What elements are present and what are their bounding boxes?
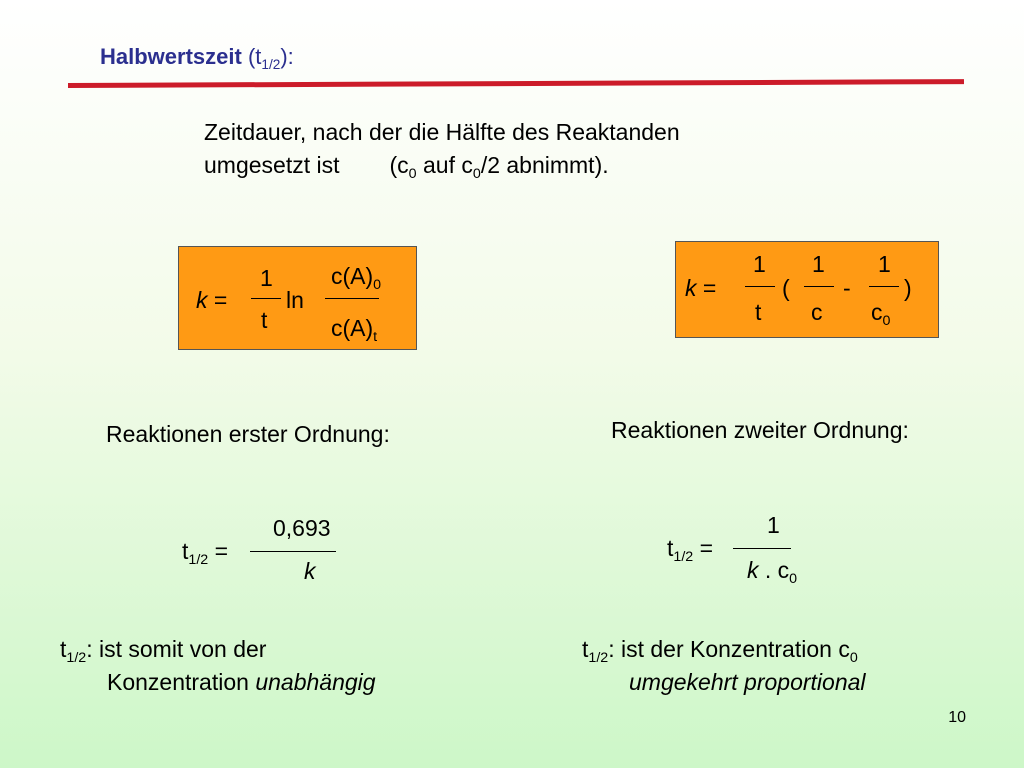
slide-title: [100, 44, 294, 70]
halflife2-t: t: [667, 535, 674, 561]
formula1-eq: =: [207, 287, 228, 313]
formula2-bar-2: [804, 286, 834, 287]
title-open: (t: [247, 44, 262, 69]
note2-text1: : ist der Konzentration c: [608, 636, 850, 662]
formula2-num3: 1: [878, 251, 891, 277]
halflife2-bar: [733, 548, 791, 549]
formula2-num2: 1: [812, 251, 825, 277]
halflife2-eq: =: [693, 535, 714, 561]
note2-line-1: [582, 633, 866, 666]
formula1-frac2-num-text: c(A): [331, 263, 374, 289]
intro-line-2-a: umgesetzt ist: [204, 152, 340, 178]
intro-line-2-c: auf c: [416, 152, 473, 178]
title-sub: 1/2: [261, 56, 281, 72]
formula2-k: k: [685, 275, 697, 301]
formula2-num1: 1: [753, 251, 766, 277]
formula1-frac2-num-sub: 0: [373, 276, 382, 293]
heading-second-order: Reaktionen zweiter Ordnung:: [611, 417, 909, 443]
formula2-minus: -: [843, 275, 851, 301]
formula1-frac2-den-text: c(A): [331, 315, 374, 341]
note1-t: t: [60, 636, 67, 662]
formula2-paren-close: ): [904, 275, 912, 301]
halflife2-den-rest: . c: [758, 557, 790, 583]
formula1-k: k: [196, 287, 208, 313]
halflife-first-order: [180, 512, 360, 592]
note1-text2: Konzentration: [107, 669, 256, 695]
page-number: 10: [948, 709, 966, 726]
title-close: ):: [280, 44, 294, 69]
formula2-bar-3: [869, 286, 899, 287]
formula2-den3: [871, 299, 891, 329]
halflife2-den-k: k: [747, 557, 759, 583]
note2-sub: 1/2: [588, 649, 609, 666]
halflife2-sub: 1/2: [673, 548, 694, 565]
formula2-den3-sub: 0: [882, 312, 891, 329]
note2-text2-italic: umgekehrt proportional: [629, 669, 866, 695]
formula2-lhs: [685, 275, 716, 302]
halflife-second-order: [665, 511, 845, 591]
note2-text1-sub: 0: [849, 649, 858, 666]
formula2-den2: c: [811, 299, 823, 325]
halflife1-t: t: [182, 538, 189, 564]
note1-line-2: [60, 666, 376, 699]
note2-t: t: [582, 636, 589, 662]
formula1-frac2-num: [331, 263, 382, 293]
formula1-frac2-den-sub: t: [373, 328, 378, 345]
note2-line-2: [582, 666, 866, 699]
note-first-order: [60, 633, 376, 699]
intro-sub-1: 0: [408, 165, 417, 182]
intro-sub-2: 0: [472, 165, 481, 182]
formula1-bar-2: [325, 298, 379, 299]
formula2-den1: t: [755, 299, 762, 325]
note1-text1: : ist somit von der: [86, 636, 267, 662]
formula-box-second-order: [675, 241, 939, 338]
formula1-lhs: [196, 287, 227, 314]
note1-line-1: [60, 633, 376, 666]
intro-line-2-d: /2 abnimmt).: [480, 152, 609, 178]
formula1-ln: ln: [286, 287, 304, 313]
heading-first-order: Reaktionen erster Ordnung:: [106, 421, 390, 447]
halflife1-eq: =: [208, 538, 229, 564]
halflife2-lhs: [667, 535, 714, 565]
halflife2-num: 1: [767, 512, 780, 538]
halflife2-den-sub: 0: [789, 570, 798, 587]
formula1-bar-1: [251, 298, 281, 299]
formula-box-first-order: [178, 246, 417, 350]
formula1-num: 1: [260, 265, 273, 291]
halflife1-lhs: [182, 538, 229, 568]
halflife1-num: 0,693: [273, 515, 331, 541]
formula2-eq: =: [696, 275, 717, 301]
intro-line-2-b: (c: [389, 152, 409, 178]
formula2-den3-text: c: [871, 299, 883, 325]
note-second-order: [582, 633, 866, 699]
halflife1-den: k: [304, 558, 316, 584]
note1-sub: 1/2: [66, 649, 87, 666]
halflife2-den: [747, 557, 798, 587]
halflife1-bar: [250, 551, 336, 552]
intro-line-1: Zeitdauer, nach der die Hälfte des Reaktanden: [204, 119, 680, 145]
intro-line-2: [204, 149, 680, 182]
title-bold: Halbwertszeit: [100, 44, 242, 69]
intro-text: [204, 116, 680, 182]
formula2-bar-1: [745, 286, 775, 287]
formula1-frac2-den: [331, 315, 378, 345]
formula1-den: t: [261, 307, 268, 333]
halflife1-sub: 1/2: [188, 551, 209, 568]
formula2-paren-open: (: [782, 275, 790, 301]
title-divider: [68, 79, 964, 88]
note1-text2-italic: unabhängig: [255, 669, 376, 695]
